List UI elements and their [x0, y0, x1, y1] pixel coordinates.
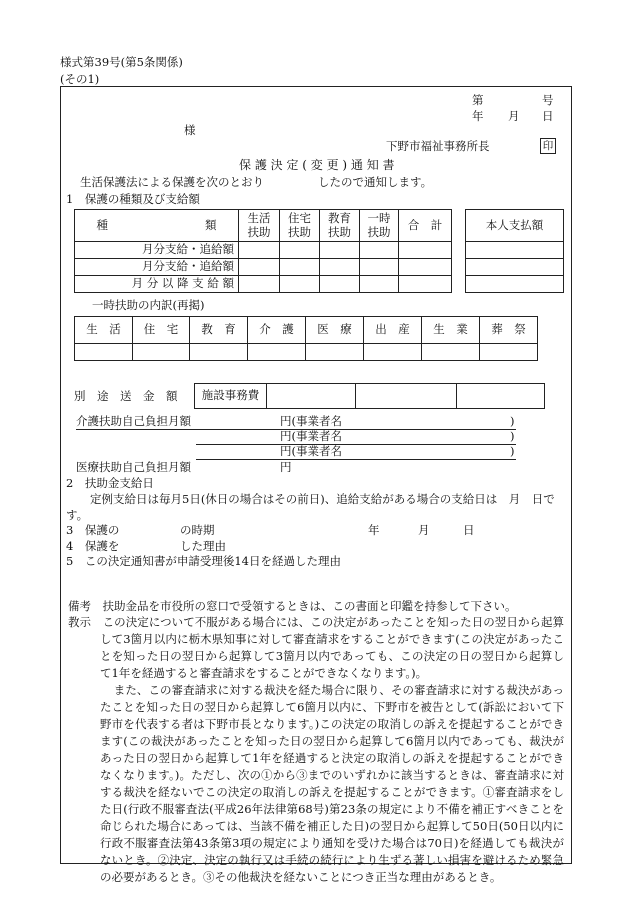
seal-mark: 印 [540, 138, 556, 154]
form-subnumber: (その1) [60, 72, 100, 86]
section3-day: 日 [463, 523, 475, 537]
remark-text: 扶助金品を市役所の窓口で受領するときは、この書面と印鑑を持参して下さい。 [102, 599, 517, 613]
section4-b: した理由 [180, 539, 226, 553]
issuer-name: 下野市福祉事務所長 [386, 139, 490, 153]
care-close-paren: ) [510, 414, 515, 428]
section2-line1: 定例支給日は毎月5日(休日の場合はその前日)、追給支給がある場合の支給日は 月 日で [90, 492, 555, 506]
separate-remit-label: 別 途 送 金 額 [74, 389, 178, 403]
date-month: 月 [508, 109, 520, 123]
section5-text: 5 この決定通知書が申請受理後14日を経過した理由 [66, 554, 341, 568]
amount-table [74, 209, 452, 293]
temp-col: 生 活 [75, 317, 133, 344]
teach-paragraph-1: この決定について不服がある場合には、この決定があったことを知った日の翌日から起算して3箇月以内に栃木県知事に対して審査請求をすることができます(この決定があったことを知った日の翌日から起算して3箇月以内であっても、この決定の日の翌日から起算して1年を経過すると審査請求をすることができなくなります。)。 [100, 615, 565, 680]
care-line: 円(事業者名 [280, 429, 342, 443]
temp-col: 医 療 [306, 317, 364, 344]
teach-label: 教示 [68, 615, 92, 629]
intro-text-a: 生活保護法による保護を次のとおり [80, 175, 264, 189]
facility-label: 施設事務費 [195, 384, 267, 409]
section3-year: 年 [368, 523, 380, 537]
document-title: 保 護 決 定 ( 変 更 ) 通 知 書 [239, 158, 395, 172]
personal-pay-table [465, 209, 564, 293]
care-close-paren: ) [510, 429, 515, 443]
temp-col: 介 護 [248, 317, 306, 344]
remarks-block [68, 598, 564, 615]
personal-pay-header: 本人支払額 [466, 210, 564, 242]
intro-text-b: したので通知します。 [318, 175, 433, 189]
col-living-aid: 生活 扶助 [239, 210, 280, 242]
teach-paragraph-2: また、この審査請求に対する裁決を経た場合に限り、その審査請求に対する裁決があったことを知った日の翌日から起算して6箇月以内に、下野市を被告として(訴訟において下野市を代表する者は下野市長となります。)この決定の取消しの訴えを提起することができます(この裁決があったことを知った日の翌日から起算して6箇月以内であっても、裁決があった日の翌日から起算して1年を経過すると決定の取消しの訴えを提起することができなくなります。)。ただし、次の①から③までのいずれかに該当するときは、審査請求に対する裁決を経ないでこの決定の取消しの訴えを提起することができます。①審査請求をした日(行政不服審査法(平成26年法律第68号)第23条の規定により不備を補正すべきことを命じられた場合にあっては、当該不備を補正した日)の翌日から起算して50日(50日以内に行政不服審査法第43条第3項の規定により通知を受けた場合は70日)を経過しても裁決がないとき。②決定、決定の執行又は手続の続行により生ずる著しい損害を避けるため緊急の必要があるとき。③その他裁決を経ないことにつき正当な理由があるとき。 [100, 683, 564, 884]
date-day: 日 [542, 109, 554, 123]
care-line: 円(事業者名 [280, 444, 342, 458]
col-education-aid: 教育 扶助 [320, 210, 360, 242]
temp-col: 出 産 [364, 317, 422, 344]
medical-label: 医療扶助自己負担月額 [76, 460, 191, 474]
teaching-block [68, 614, 564, 886]
number-label: 第 [472, 93, 484, 107]
medical-yen: 円 [280, 460, 292, 474]
temp-col: 葬 祭 [480, 317, 538, 344]
care-underline [196, 444, 516, 445]
care-close-paren: ) [510, 444, 515, 458]
col-total: 合 計 [399, 210, 452, 242]
temp-col: 住 宅 [133, 317, 190, 344]
remark-label: 備考 [68, 599, 91, 613]
temp-col: 教 育 [190, 317, 248, 344]
col-temporary-aid: 一時 扶助 [360, 210, 399, 242]
facility-table [194, 383, 545, 409]
care-label: 介護扶助自己負担月額 [76, 414, 191, 428]
form-number: 様式第39号(第5条関係) [60, 55, 183, 69]
section2-heading: 2 扶助金支給日 [66, 476, 154, 490]
section3-b: の時期 [180, 523, 215, 537]
care-label-underline [76, 429, 196, 430]
care-underline [196, 459, 516, 460]
row-label: 月分支給・追給額 [75, 259, 239, 276]
row-label: 月 分 以 降 支 給 額 [75, 276, 239, 293]
temp-col: 生 業 [422, 317, 480, 344]
col-housing-aid: 住宅 扶助 [280, 210, 320, 242]
temporary-aid-table [74, 316, 538, 361]
care-line: 円(事業者名 [280, 414, 342, 428]
row-label: 月分支給・追給額 [75, 242, 239, 259]
section2-line2: す。 [66, 508, 89, 522]
care-underline [196, 429, 516, 430]
addressee-sama: 様 [184, 123, 196, 137]
date-year: 年 [472, 109, 484, 123]
temporary-aid-heading: 一時扶助の内訳(再掲) [92, 298, 205, 312]
section4-a: 4 保護を [66, 539, 120, 553]
section3-a: 3 保護の [66, 523, 120, 537]
section1-heading: 1 保護の種類及び支給額 [66, 192, 200, 206]
number-suffix: 号 [542, 93, 554, 107]
kind-header: 種 類 [75, 210, 239, 242]
section3-month: 月 [418, 523, 430, 537]
